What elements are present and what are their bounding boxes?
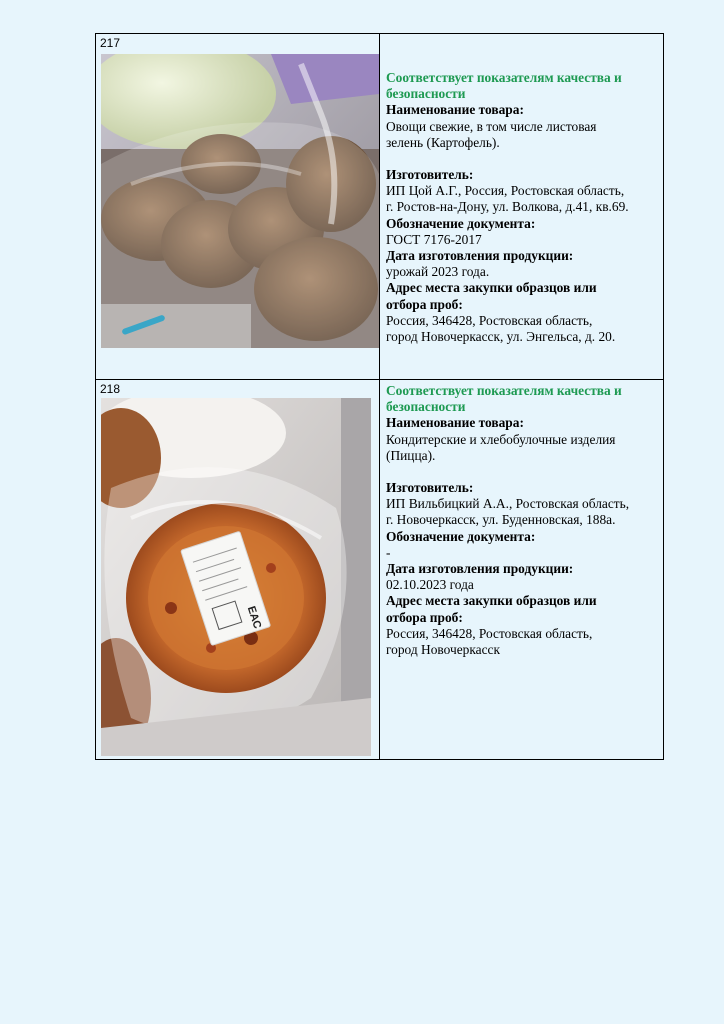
info-cell (380, 34, 663, 379)
maker-label: Изготовитель: (386, 480, 474, 496)
product-value-cont: зелень (Картофель). (386, 134, 500, 150)
document-label: Обозначение документа: (386, 528, 536, 544)
date-value: 02.10.2023 года (386, 577, 474, 593)
product-label: Наименование товара: (386, 415, 524, 431)
address-label-cont: отбора проб: (386, 609, 463, 625)
maker-value: ИП Вильбицкий А.А., Ростовская область, (386, 496, 630, 512)
status-text: Соответствует показателям качества и (386, 70, 622, 85)
potato-photo (101, 54, 379, 348)
eac-mark: ЕАС (244, 604, 264, 631)
photo-cell (96, 380, 380, 759)
status-text: Соответствует показателям качества и (386, 383, 622, 398)
address-value: Россия, 346428, Ростовская область, (386, 625, 593, 641)
maker-value-cont: г. Новочеркасск, ул. Буденновская, 188а. (386, 512, 616, 528)
product-value: Овощи свежие, в том числе листовая (386, 118, 597, 134)
pizza-photo (101, 398, 371, 756)
address-value-cont: город Новочеркасск, ул. Энгельса, д. 20. (386, 329, 616, 345)
product-value-cont: (Пицца). (386, 447, 436, 463)
document-value: - (386, 544, 391, 560)
product-label: Наименование товара: (386, 102, 524, 118)
status-text-cont: безопасности (386, 399, 466, 415)
document-value: ГОСТ 7176-2017 (386, 231, 482, 247)
address-label: Адрес места закупки образцов или (386, 280, 597, 296)
date-label: Дата изготовления продукции: (386, 561, 574, 577)
results-table (95, 33, 664, 760)
status-text-cont: безопасности (386, 86, 466, 102)
entry-number: 217 (100, 36, 121, 50)
table-row (96, 34, 663, 380)
maker-label: Изготовитель: (386, 167, 474, 183)
address-label-cont: отбора проб: (386, 296, 463, 312)
info-cell (380, 380, 663, 759)
maker-value-cont: г. Ростов-на-Дону, ул. Волкова, д.41, кв.69. (386, 199, 629, 215)
address-value: Россия, 346428, Ростовская область, (386, 312, 593, 328)
table-row (96, 380, 663, 759)
entry-number: 218 (100, 382, 121, 396)
maker-value: ИП Цой А.Г., Россия, Ростовская область, (386, 183, 625, 199)
date-value: урожай 2023 года. (386, 264, 490, 280)
address-value-cont: город Новочеркасск (386, 642, 500, 658)
document-label: Обозначение документа: (386, 215, 536, 231)
date-label: Дата изготовления продукции: (386, 248, 574, 264)
product-value: Кондитерские и хлебобулочные изделия (386, 431, 616, 447)
address-label: Адрес места закупки образцов или (386, 593, 597, 609)
photo-cell (96, 34, 380, 379)
